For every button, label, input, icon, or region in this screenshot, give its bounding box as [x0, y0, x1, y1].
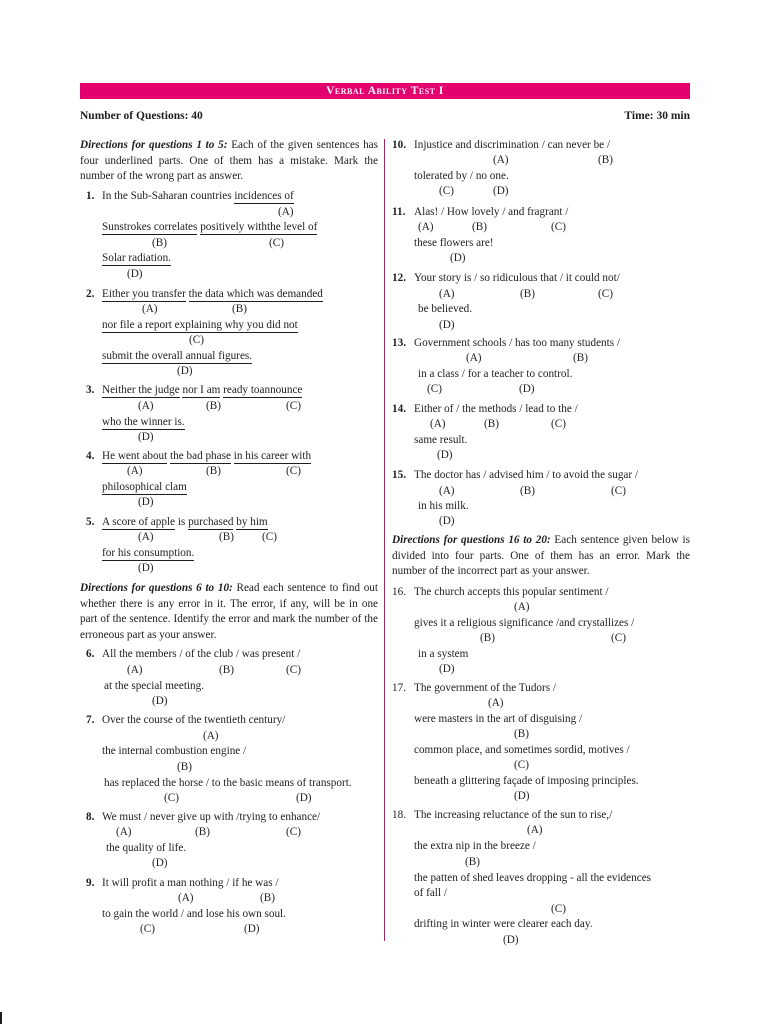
option-label-a: (A) [527, 824, 543, 836]
option-label-a: (A) [116, 826, 132, 838]
option-label-d: (D) [439, 663, 455, 675]
option-label-d: (D) [450, 252, 466, 264]
question-text [102, 190, 294, 203]
question-text [102, 288, 323, 301]
directions-text: Each sentence given below is divided into four parts. One of them has an error. Mark the number of the incorrect part as your answer. [392, 534, 691, 577]
directions-label: Directions for questions 1 to 5: [80, 139, 228, 151]
option-label-c: (C) [286, 826, 301, 838]
q3-part-b: nor I am [182, 384, 221, 396]
question-text: in his milk. [418, 500, 469, 512]
question-text: were masters in the art of disguising / [414, 713, 583, 725]
question-text [102, 319, 298, 332]
option-label-d: (D) [138, 431, 154, 443]
q1-part-d: Solar radiation. [102, 252, 171, 264]
question-text: same result. [414, 434, 468, 446]
number-of-questions: Number of Questions: 40 [80, 110, 203, 122]
option-label-c: (C) [269, 237, 284, 249]
q1-part-a: incidences of [234, 190, 294, 202]
option-label-c: (C) [611, 632, 626, 644]
q4-part-d: philosophical clam [102, 481, 187, 493]
option-label-b: (B) [177, 761, 192, 773]
option-label-d: (D) [244, 923, 260, 935]
question-text: The increasing reluctance of the sun to rise,/ [414, 809, 613, 821]
question-number: 15. [392, 469, 406, 481]
question-number: 6. [86, 648, 95, 660]
question-text [102, 547, 194, 560]
question-text: drifting in winter were clearer each day. [414, 918, 593, 930]
option-label-a: (A) [418, 221, 434, 233]
question-number: 11. [392, 206, 406, 218]
option-label-d: (D) [138, 562, 154, 574]
question-number: 10. [392, 139, 406, 151]
question-text: Your story is / so ridiculous that / it could not/ [414, 272, 620, 284]
question-text [102, 350, 252, 363]
option-label-b: (B) [484, 418, 499, 430]
question-text [102, 516, 268, 529]
question-number: 16. [392, 586, 406, 598]
directions-text: Each of the given sentences has four underlined parts. One of them has a mistake. Mark the number of the wrong part as answer. [80, 139, 378, 182]
option-label-d: (D) [437, 449, 453, 461]
question-text: Injustice and discrimination / can never be / [414, 139, 611, 151]
section-banner: Verbal Ability Test I [80, 83, 690, 99]
option-label-d: (D) [138, 496, 154, 508]
question-text: tolerated by / no one. [414, 170, 509, 182]
question-text: the extra nip in the breeze / [414, 840, 536, 852]
directions-text: Read each sentence to find out whether there is any error in it. The error, if any, will be in one part of the sentence. Identify the error and mark the number of the erroneous part as your answer. [80, 582, 378, 641]
question-text: Government schools / has too many students / [414, 337, 621, 349]
question-text [102, 252, 171, 265]
option-label-c: (C) [189, 334, 204, 346]
option-label-d: (D) [296, 792, 312, 804]
question-text: All the members / of the club / was present / [102, 648, 301, 660]
question-text: at the special meeting. [104, 680, 205, 692]
option-label-a: (A) [493, 154, 509, 166]
option-label-b: (B) [472, 221, 487, 233]
question-text [102, 481, 187, 494]
question-text: has replaced the horse / to the basic means of transport. [104, 777, 352, 789]
question-text: beneath a glittering façade of imposing principles. [414, 775, 639, 787]
q5-part-a: A score of apple [102, 516, 176, 528]
option-label-a: (A) [514, 601, 530, 613]
question-text: of fall / [414, 887, 447, 899]
option-label-d: (D) [152, 857, 168, 869]
q5-part-c: by him [236, 516, 268, 528]
question-text [102, 416, 185, 429]
q2-part-d: submit the overall annual figures. [102, 350, 253, 362]
question-text: Alas! / How lovely / and fragrant / [414, 206, 569, 218]
option-label-d: (D) [503, 934, 519, 946]
question-text: Over the course of the twentieth century/ [102, 714, 286, 726]
option-label-a: (A) [439, 288, 455, 300]
q3-part-d: who the winner is. [102, 416, 185, 428]
directions-label: Directions for questions 16 to 20: [392, 534, 551, 546]
option-label-c: (C) [286, 664, 301, 676]
column-divider [384, 139, 385, 941]
question-text: The church accepts this popular sentiment / [414, 586, 609, 598]
q5-part-d: for his consumption. [102, 547, 195, 559]
option-label-c: (C) [611, 485, 626, 497]
option-label-b: (B) [520, 485, 535, 497]
q4-part-a: He went about [102, 450, 168, 462]
option-label-c: (C) [551, 903, 566, 915]
question-text: these flowers are! [414, 237, 494, 249]
question-number: 7. [86, 714, 95, 726]
option-label-c: (C) [439, 185, 454, 197]
option-label-a: (A) [466, 352, 482, 364]
page-edge-mark [0, 1012, 2, 1024]
question-text: Either of / the methods / lead to the / [414, 403, 578, 415]
option-label-d: (D) [439, 515, 455, 527]
time-limit: Time: 30 min [624, 110, 690, 122]
question-number: 17. [392, 682, 406, 694]
q4-part-c: in his career with [233, 450, 312, 462]
option-label-a: (A) [138, 400, 154, 412]
option-label-c: (C) [551, 418, 566, 430]
option-label-b: (B) [573, 352, 588, 364]
option-label-c: (C) [164, 792, 179, 804]
option-label-c: (C) [286, 465, 301, 477]
option-label-d: (D) [519, 383, 535, 395]
question-number: 5. [86, 516, 95, 528]
option-label-b: (B) [152, 237, 167, 249]
option-label-b: (B) [206, 465, 221, 477]
option-label-b: (B) [260, 892, 275, 904]
q5-middle: is [175, 516, 189, 528]
option-label-c: (C) [551, 221, 566, 233]
option-label-a: (A) [138, 531, 154, 543]
question-number: 18. [392, 809, 406, 821]
question-number: 1. [86, 190, 95, 202]
question-text [102, 450, 311, 463]
option-label-a: (A) [430, 418, 446, 430]
option-label-c: (C) [140, 923, 155, 935]
question-number: 4. [86, 450, 95, 462]
q5-part-b: purchased [188, 516, 234, 528]
option-label-a: (A) [278, 206, 294, 218]
question-text: be believed. [418, 303, 473, 315]
option-label-c: (C) [427, 383, 442, 395]
question-text: to gain the world / and lose his own soul. [102, 908, 286, 920]
question-number: 14. [392, 403, 406, 415]
option-label-b: (B) [480, 632, 495, 644]
q2-part-b: the data which was demanded [188, 288, 323, 300]
option-label-c: (C) [262, 531, 277, 543]
option-label-b: (B) [520, 288, 535, 300]
question-text: the internal combustion engine / [102, 745, 247, 757]
question-text: It will profit a man nothing / if he was / [102, 877, 279, 889]
q3-part-c: ready toannounce [223, 384, 303, 396]
option-label-b: (B) [206, 400, 221, 412]
question-text: the patten of shed leaves dropping - all the evidences [414, 872, 652, 884]
option-label-b: (B) [465, 856, 480, 868]
option-label-c: (C) [286, 400, 301, 412]
option-label-b: (B) [232, 303, 247, 315]
q2-part-a: Either you transfer [102, 288, 186, 300]
option-label-a: (A) [127, 664, 143, 676]
q3-part-a: Neither the judge [102, 384, 180, 396]
question-text [102, 221, 317, 234]
option-label-c: (C) [598, 288, 613, 300]
option-label-c: (C) [514, 759, 529, 771]
q2-part-c: nor file a report explaining why you did not [102, 319, 298, 331]
option-label-b: (B) [598, 154, 613, 166]
option-label-d: (D) [514, 790, 530, 802]
question-text: gives it a religious significance /and crystallizes / [414, 617, 635, 629]
option-label-a: (A) [178, 892, 194, 904]
q1-part-c: positively withthe level of [200, 221, 318, 233]
option-label-a: (A) [142, 303, 158, 315]
option-label-d: (D) [439, 319, 455, 331]
option-label-a: (A) [439, 485, 455, 497]
option-label-d: (D) [177, 365, 193, 377]
option-label-d: (D) [127, 268, 143, 280]
question-number: 8. [86, 811, 95, 823]
q1-part-b: Sunstrokes correlates [102, 221, 198, 233]
question-text: in a class / for a teacher to control. [418, 368, 573, 380]
question-text: in a system [418, 648, 469, 660]
directions-6-10 [80, 581, 378, 643]
question-number: 3. [86, 384, 95, 396]
option-label-a: (A) [127, 465, 143, 477]
question-number: 9. [86, 877, 95, 889]
question-text: We must / never give up with /trying to enhance/ [102, 811, 321, 823]
option-label-b: (B) [219, 664, 234, 676]
question-number: 2. [86, 288, 95, 300]
option-label-b: (B) [195, 826, 210, 838]
option-label-a: (A) [488, 697, 504, 709]
question-number: 12. [392, 272, 406, 284]
directions-16-20 [392, 533, 690, 580]
question-number: 13. [392, 337, 406, 349]
directions-1-5 [80, 138, 378, 185]
question-text: The doctor has / advised him / to avoid the sugar / [414, 469, 639, 481]
question-text [102, 384, 302, 397]
directions-label: Directions for questions 6 to 10: [80, 582, 233, 594]
option-label-b: (B) [219, 531, 234, 543]
question-text: the quality of life. [106, 842, 187, 854]
q1-lead: In the Sub-Saharan countries [102, 190, 235, 202]
question-text: The government of the Tudors / [414, 682, 557, 694]
option-label-d: (D) [152, 695, 168, 707]
option-label-b: (B) [514, 728, 529, 740]
q4-part-b: the bad phase [170, 450, 231, 462]
option-label-a: (A) [203, 730, 219, 742]
option-label-d: (D) [493, 185, 509, 197]
question-text: common place, and sometimes sordid, motives / [414, 744, 630, 756]
